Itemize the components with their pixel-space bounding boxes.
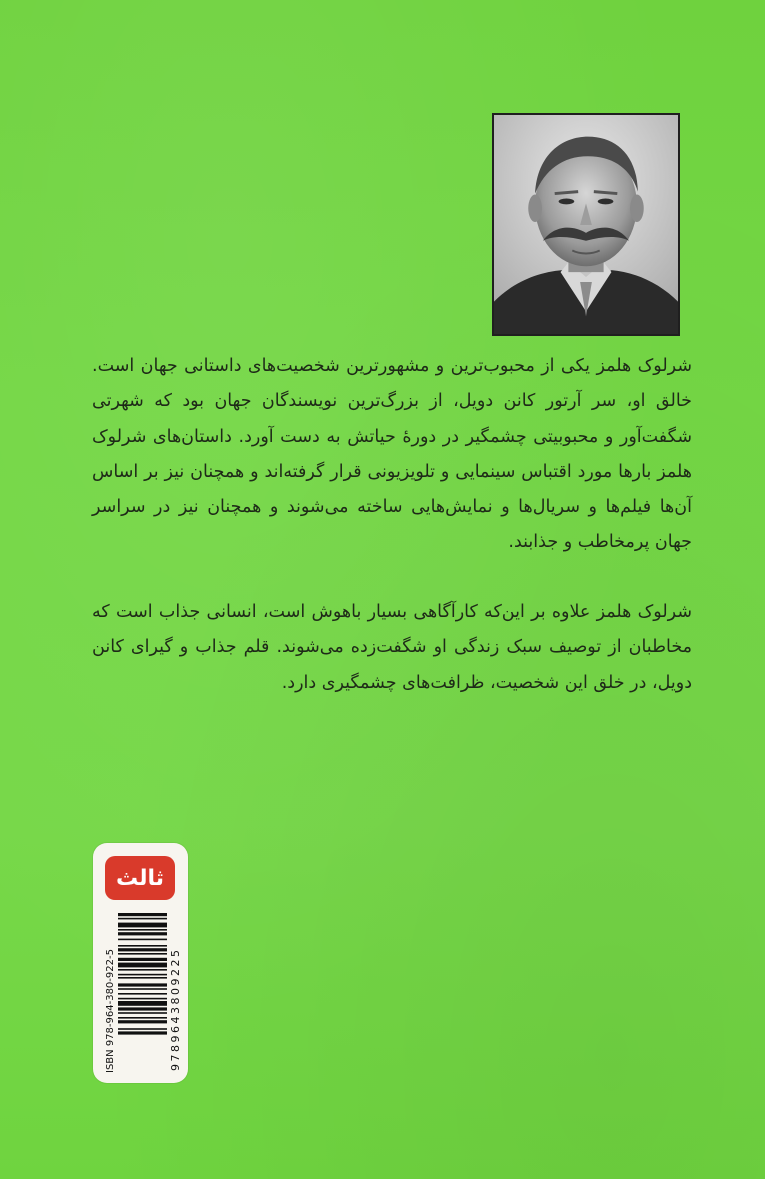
barcode-bar [118, 1031, 167, 1034]
barcode-bar [118, 983, 167, 986]
author-photo-image [494, 115, 678, 334]
publisher-logo: ثالث [105, 856, 175, 900]
barcode [103, 911, 182, 1073]
barcode-bar [118, 1020, 167, 1023]
barcode-bar [118, 1007, 167, 1010]
barcode-bar [118, 939, 167, 941]
barcode-bar [118, 932, 167, 935]
barcode-bar [118, 1017, 167, 1019]
barcode-bar [118, 923, 167, 928]
barcode-digits: 9789643809225 [169, 947, 182, 1071]
barcode-bar [118, 1028, 167, 1030]
author-portrait [492, 113, 680, 336]
barcode-bar [118, 1001, 167, 1006]
barcode-bar [118, 945, 167, 947]
barcode-bar [118, 929, 167, 931]
barcode-bar [118, 948, 167, 951]
barcode-bars-graphic [118, 913, 167, 1069]
barcode-bar [118, 977, 167, 979]
barcode-bar [118, 974, 167, 976]
barcode-bar [118, 993, 167, 995]
barcode-bar [118, 963, 167, 968]
barcode-bar [118, 988, 167, 990]
barcode-bar [118, 953, 167, 955]
barcode-bar [118, 969, 167, 971]
blurb-paragraph-2: شرلوک هلمز علاوه بر این‌که کارآگاهی بسیار باهوش است، انسانی جذاب است که مخاطبان از توصیف سبک زندگی او شگفت‌زده می‌شوند. قلم جذاب و گیرای کانن دویل، در خلق این شخصیت، ظرافت‌های چشمگیری دارد. [92, 602, 692, 693]
isbn-label: ISBN 978-964-380-922-5 [105, 949, 116, 1073]
barcode-bar [118, 1012, 167, 1014]
blurb-paragraph-1: شرلوک هلمز یکی از محبوب‌ترین و مشهورترین شخصیت‌های داستانی جهان است. خالق او، سر آرتور کانن دویل، از بزرگ‌ترین نویسندگان جهان بود که شهرتی شگفت‌آور و محبوبیتی چشمگیر در دورهٔ حیاتش به دست آورد. داستان‌های شرلوک هلمز بارها مورد اقتباس سینمایی و تلویزیونی قرار گرفته‌اند و همچنان نیز بر اساس آن‌ها فیلم‌ها و سریال‌ها و نمایش‌هایی ساخته می‌شوند و همچنان نیز در سراسر جهان پرمخاطب و جذابند. [92, 356, 692, 553]
barcode-bar [118, 913, 167, 916]
barcode-card [93, 843, 188, 1083]
barcode-bar [118, 958, 167, 961]
barcode-bar [118, 918, 167, 920]
barcode-bar [118, 998, 167, 1000]
